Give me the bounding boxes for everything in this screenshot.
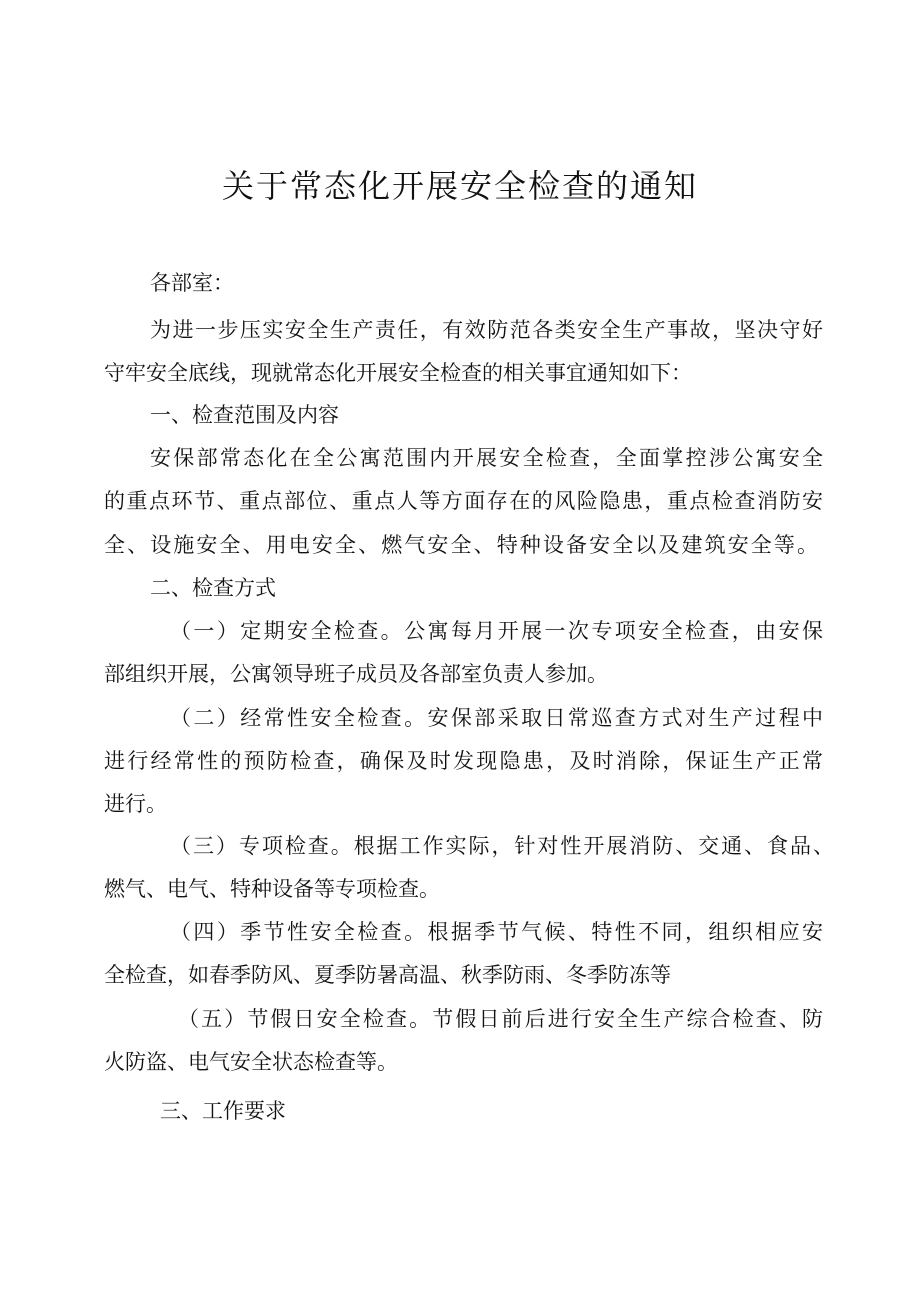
item-4-line-2: 全检查，如春季防风、夏季防暑高温、秋季防雨、冬季防冻等 bbox=[104, 963, 671, 987]
section-1-line-1: 安保部常态化在全公寓范围内开展安全检查，全面掌控涉公寓安全 bbox=[150, 446, 823, 470]
item-5-line-2: 火防盗、电气安全状态检查等。 bbox=[104, 1050, 398, 1074]
item-1-line-1: （一）定期安全检查。公寓每月开展一次专项安全检查，由安保 bbox=[170, 619, 823, 643]
item-2-line-2: 进行经常性的预防检查，确保及时发现隐患，及时消除，保证生产正常 bbox=[104, 749, 823, 773]
intro-line-1: 为进一步压实安全生产责任，有效防范各类安全生产事故，坚决守好 bbox=[150, 318, 823, 342]
document-title: 关于常态化开展安全检查的通知 bbox=[221, 167, 698, 205]
salutation: 各部室： bbox=[150, 271, 234, 295]
section-heading-3: 三、工作要求 bbox=[160, 1099, 286, 1123]
intro-line-2: 守牢安全底线，现就常态化开展安全检查的相关事宜通知如下： bbox=[104, 361, 692, 385]
item-2-line-1: （二）经常性安全检查。安保部采取日常巡查方式对生产过程中 bbox=[170, 706, 823, 730]
section-1-line-2: 的重点环节、重点部位、重点人等方面存在的风险隐患，重点检查消防安 bbox=[104, 489, 823, 513]
section-heading-2: 二、检查方式 bbox=[150, 576, 276, 600]
item-1-line-2: 部组织开展，公寓领导班子成员及各部室负责人参加。 bbox=[104, 662, 608, 686]
section-heading-1: 一、检查范围及内容 bbox=[150, 403, 339, 427]
item-5-line-1: （五）节假日安全检查。节假日前后进行安全生产综合检查、防 bbox=[178, 1007, 823, 1031]
item-3-line-1: （三）专项检查。根据工作实际，针对性开展消防、交通、食品、 bbox=[170, 834, 834, 858]
item-2-line-3: 进行。 bbox=[104, 792, 167, 816]
item-3-line-2: 燃气、电气、特种设备等专项检查。 bbox=[104, 877, 440, 901]
item-4-line-1: （四）季节性安全检查。根据季节气候、特性不同，组织相应安 bbox=[170, 920, 823, 944]
section-1-line-3: 全、设施安全、用电安全、燃气安全、特种设备安全以及建筑安全等。 bbox=[104, 533, 818, 557]
